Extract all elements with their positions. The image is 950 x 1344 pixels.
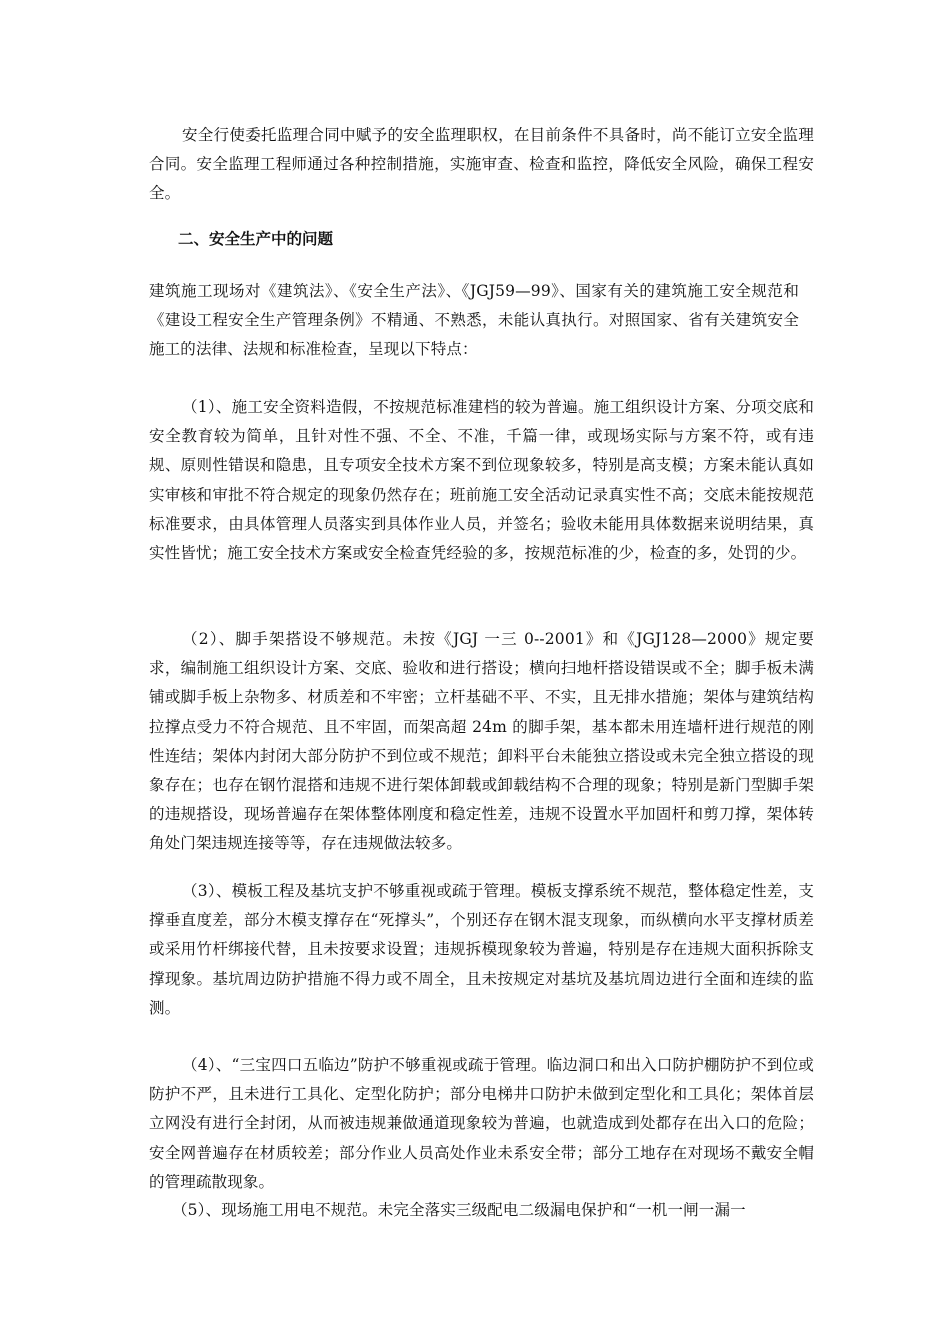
item-5-paragraph: （5）、现场施工用电不规范。未完全落实三级配电二级漏电保护和“一机一闸一漏一 — [172, 1201, 746, 1219]
item-3-paragraph: （3）、模板工程及基坑支护不够重视或疏于管理。模板支撑系统不规范，整体稳定性差，支撑垂直度差，部分木模支撑存在“死撑头”，个别还存在钢木混支现象，而纵横向水平支撑材质差或采用竹杆绑接代替，且未按要求设置；违规拆模现象较为普遍，特别是存在违规大面积拆除支撑现象。基坑周边防护措施不得力或不周全，且未按规定对基坑及基坑周边进行全面和连续的监测。 — [149, 882, 814, 1017]
item-4-paragraph: （4）、“三宝四口五临边”防护不够重视或疏于管理。临边洞口和出入口防护棚防护不到位或防护不严，且未进行工具化、定型化防护；部分电梯井口防护未做到定型化和工具化；架体首层立网没有进行全封闭，从而被违规兼做通道现象较为普遍，也就造成到处都存在出入口的危险；安全网普遍存在材质较差；部分作业人员高处作业未系安全带；部分工地存在对现场不戴安全帽的管理疏散现象。 — [149, 1056, 814, 1191]
intro-paragraph: 安全行使委托监理合同中赋予的安全监理职权，在目前条件不具备时，尚不能订立安全监理合同。安全监理工程师通过各种控制措施，实施审查、检查和监控，降低安全风险，确保工程安全。 — [149, 126, 814, 203]
section-intro-paragraph: 建筑施工现场对《建筑法》、《安全生产法》、《JGJ59—99》、国家有关的建筑施工安全规范和《建设工程安全生产管理条例》不精通、不熟悉，未能认真执行。对照国家、省有关建筑安全施工的法律、法规和标准检查，呈现以下特点： — [149, 282, 799, 359]
item-2-paragraph: （2）、脚手架搭设不够规范。未按《JGJ 一三 0--2001》和《JGJ128—2000》规定要求，编制施工组织设计方案、交底、验收和进行搭设；横向扫地杆搭设错误或不全；脚手板未满铺或脚手板上杂物多、材质差和不牢密；立杆基础不平、不实，且无排水措施；架体与建筑结构拉撑点受力不符合规范、且不牢固，而架高超 24m 的脚手架，基本都未用连墙杆进行规范的刚性连结；架体内封闭大部分防护不到位或不规范；卸料平台未能独立搭设或未完全独立搭设的现象存在；也存在钢竹混搭和违规不进行架体卸载或卸载结构不合理的现象；特别是新门型脚手架的违规搭设，现场普遍存在架体整体刚度和稳定性差，违规不设置水平加固杆和剪刀撑，架体转角处门架违规连接等等，存在违规做法较多。 — [149, 630, 814, 853]
section-heading: 二、安全生产中的问题 — [178, 229, 334, 248]
item-1-paragraph: （1）、施工安全资料造假，不按规范标准建档的较为普遍。施工组织设计方案、分项交底和安全教育较为简单，且针对性不强、不全、不准，千篇一律，或现场实际与方案不符，或有违规、原则性错误和隐患，且专项安全技术方案不到位现象较多，特别是高支模；方案未能认真如实审核和审批不符合规定的现象仍然存在；班前施工安全活动记录真实性不高；交底未能按规范标准要求，由具体管理人员落实到具体作业人员，并签名；验收未能用具体数据来说明结果，真实性皆忧；施工安全技术方案或安全检查凭经验的多，按规范标准的少，检查的多，处罚的少。 — [149, 398, 814, 563]
